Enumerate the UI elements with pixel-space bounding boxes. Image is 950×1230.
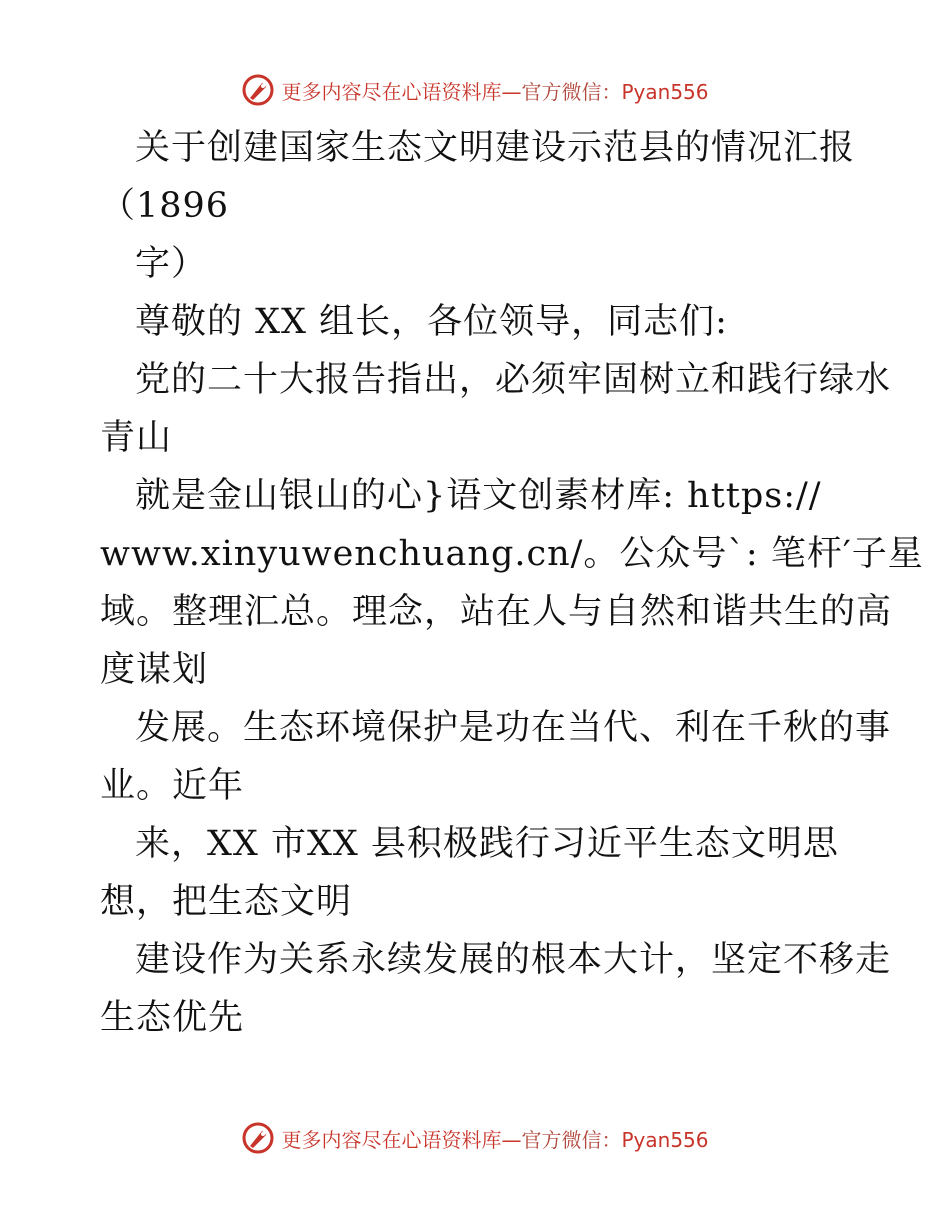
document-line: 生态优先 — [100, 998, 245, 1038]
document-line: 就是金山银山的心}语文创素材库: https:// — [135, 476, 822, 516]
watermark-separator: — — [501, 79, 522, 104]
pen-nib-circle-icon — [241, 73, 275, 107]
document-line: www.xinyuwenchuang.cn/。公众号`: 笔杆′子星 — [100, 534, 924, 574]
watermark-wechat-id: Pyan556 — [621, 79, 709, 104]
watermark-text — [281, 76, 708, 105]
pen-nib-circle-icon — [241, 1121, 275, 1155]
watermark-brand: 更多内容尽在心语资料库 — [281, 79, 502, 104]
watermark-brand: 更多内容尽在心语资料库 — [281, 1127, 502, 1152]
salutation: 尊敬的 XX 组长，各位领导，同志们: — [135, 302, 728, 342]
watermark-wechat-id: Pyan556 — [621, 1127, 709, 1152]
document-line: 域。整理汇总。理念，站在人与自然和谐共生的高 — [100, 592, 893, 632]
document-line: 来，XX 市XX 县积极践行习近平生态文明思 — [135, 824, 839, 864]
watermark-wechat-label: 官方微信： — [521, 1127, 622, 1152]
document-line: 党的二十大报告指出，必须牢固树立和践行绿水 — [135, 360, 892, 400]
header-watermark — [0, 70, 950, 110]
document-line: 想，把生态文明 — [100, 882, 353, 922]
document-line: 发展。生态环境保护是功在当代、利在千秋的事 — [135, 708, 892, 748]
footer-watermark — [0, 1118, 950, 1158]
watermark-separator: — — [501, 1127, 522, 1152]
document-line: 字） — [135, 244, 208, 284]
document-line: 建设作为关系永续发展的根本大计，坚定不移走 — [135, 940, 892, 980]
watermark-wechat-label: 官方微信： — [521, 79, 622, 104]
document-title: 关于创建国家生态文明建设示范县的情况汇报 — [135, 128, 856, 168]
document-line: 度谋划 — [100, 650, 209, 690]
document-line: 业。近年 — [100, 766, 245, 806]
document-line: 青山 — [100, 418, 173, 458]
document-line: （1896 — [100, 186, 230, 226]
watermark-text — [281, 1124, 708, 1153]
